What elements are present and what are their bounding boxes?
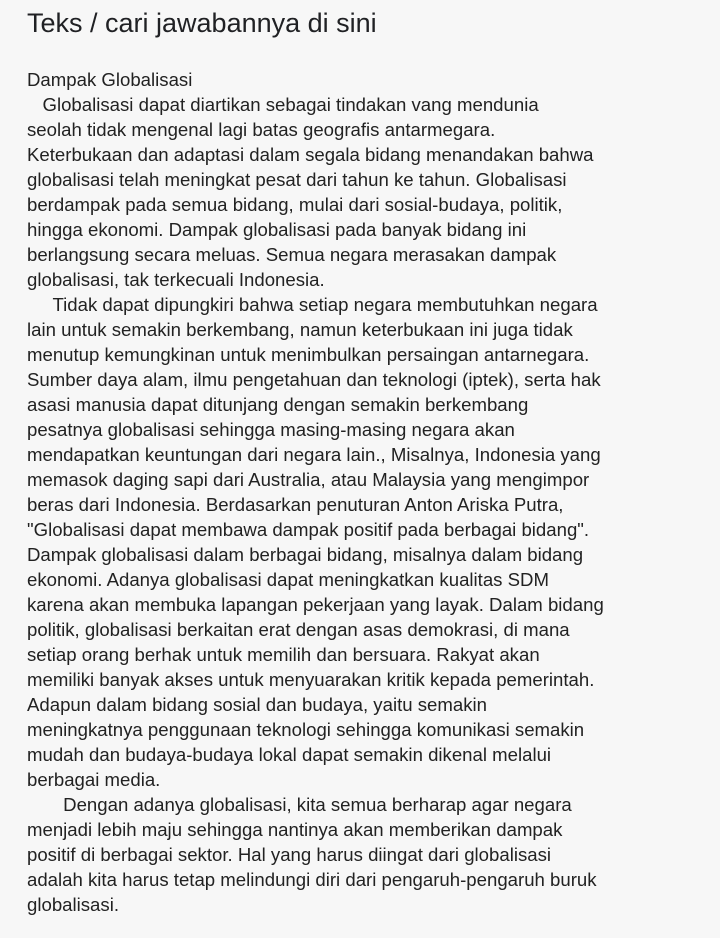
text-line: politik, globalisasi berkaitan erat dengan asas demokrasi, di mana (27, 619, 570, 640)
text-line: menjadi lebih maju sehingga nantinya akan memberikan dampak (27, 819, 563, 840)
text-line: globalisasi telah meningkat pesat dari tahun ke tahun. Globalisasi (27, 169, 567, 190)
article-body (27, 67, 699, 917)
article-heading: Dampak Globalisasi (27, 69, 193, 90)
text-line: Sumber daya alam, ilmu pengetahuan dan teknologi (iptek), serta hak (27, 369, 601, 390)
text-line: Adapun dalam bidang sosial dan budaya, yaitu semakin (27, 694, 487, 715)
text-line: pesatnya globalisasi sehingga masing-masing negara akan (27, 419, 515, 440)
text-line: ekonomi. Adanya globalisasi dapat meningkatkan kualitas SDM (27, 569, 549, 590)
text-line: setiap orang berhak untuk memilih dan bersuara. Rakyat akan (27, 644, 540, 665)
page-title: Teks / cari jawabannya di sini (27, 8, 377, 38)
text-line: berlangsung secara meluas. Semua negara merasakan dampak (27, 244, 557, 265)
text-line: Dampak globalisasi dalam berbagai bidang, misalnya dalam bidang (27, 544, 584, 565)
text-line: meningkatnya penggunaan teknologi sehingga komunikasi semakin (27, 719, 585, 740)
text-line: Globalisasi dapat diartikan sebagai tindakan vang mendunia (27, 94, 539, 115)
text-line: memasok daging sapi dari Australia, atau Malaysia yang mengimpor (27, 469, 590, 490)
text-line: berdampak pada semua bidang, mulai dari sosial-budaya, politik, (27, 194, 563, 215)
text-line: "Globalisasi dapat membawa dampak positif pada berbagai bidang". (27, 519, 590, 540)
text-line: hingga ekonomi. Dampak globalisasi pada banyak bidang ini (27, 219, 527, 240)
text-line: menutup kemungkinan untuk menimbulkan persaingan antarnegara. (27, 344, 590, 365)
text-line: berbagai media. (27, 769, 161, 790)
text-line: memiliki banyak akses untuk menyuarakan kritik kepada pemerintah. (27, 669, 595, 690)
text-line: adalah kita harus tetap melindungi diri dari pengaruh-pengaruh buruk (27, 869, 597, 890)
text-line: globalisasi, tak terkecuali Indonesia. (27, 269, 325, 290)
text-line: mudah dan budaya-budaya lokal dapat semakin dikenal melalui (27, 744, 552, 765)
text-line: asasi manusia dapat ditunjang dengan semakin berkembang (27, 394, 529, 415)
text-line: mendapatkan keuntungan dari negara lain., Misalnya, Indonesia yang (27, 444, 601, 465)
text-line: Dengan adanya globalisasi, kita semua berharap agar negara (27, 794, 572, 815)
text-line: karena akan membuka lapangan pekerjaan yang layak. Dalam bidang (27, 594, 604, 615)
text-line: globalisasi. (27, 894, 119, 915)
text-line: seolah tidak mengenal lagi batas geografis antarmegara. (27, 119, 496, 140)
text-line: Tidak dapat dipungkiri bahwa setiap negara membutuhkan negara (27, 294, 598, 315)
text-line: beras dari Indonesia. Berdasarkan penuturan Anton Ariska Putra, (27, 494, 564, 515)
text-line: lain untuk semakin berkembang, namun keterbukaan ini juga tidak (27, 319, 573, 340)
text-line: Keterbukaan dan adaptasi dalam segala bidang menandakan bahwa (27, 144, 594, 165)
text-line: positif di berbagai sektor. Hal yang harus diingat dari globalisasi (27, 844, 552, 865)
